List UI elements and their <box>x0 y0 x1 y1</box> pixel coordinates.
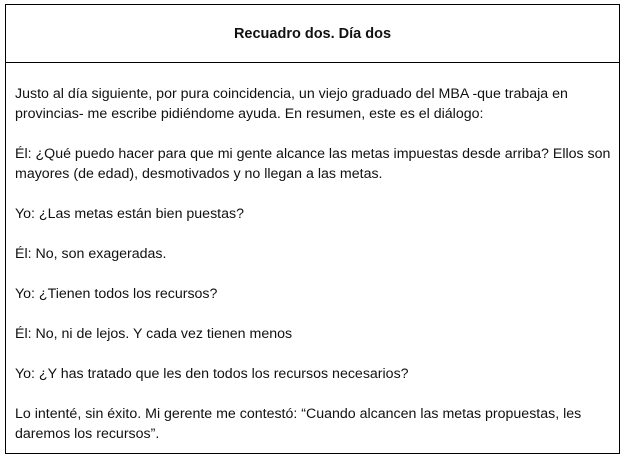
dialogue-line: Yo: ¿Y has tratado que les den todos los recursos necesarios? <box>15 366 409 382</box>
dialogue-line: Yo: ¿Tienen todos los recursos? <box>15 286 218 302</box>
text-box <box>5 4 620 454</box>
intro-paragraph: Justo al día siguiente, por pura coincidencia, un viejo graduado del MBA -que trabaja en provincias- me escribe pidiéndome ayuda. En resumen, este es el diálogo: <box>15 86 568 122</box>
dialogue-line: Él: ¿Qué puedo hacer para que mi gente alcance las metas impuestas desde arriba? Ellos son mayores (de edad), desmotivados y no llegan a las metas. <box>15 146 611 182</box>
dialogue-line: Yo: ¿Las metas están bien puestas? <box>15 206 244 222</box>
dialogue-line: Él: No, ni de lejos. Y cada vez tienen menos <box>15 326 293 342</box>
box-title: Recuadro dos. Día dos <box>233 25 392 42</box>
dialogue-line: Lo intenté, sin éxito. Mi gerente me contestó: “Cuando alcancen las metas propuestas, les daremos los recursos”. <box>15 406 582 442</box>
box-header <box>6 5 619 63</box>
box-body <box>6 63 619 444</box>
dialogue-line: Él: No, son exageradas. <box>15 246 167 262</box>
